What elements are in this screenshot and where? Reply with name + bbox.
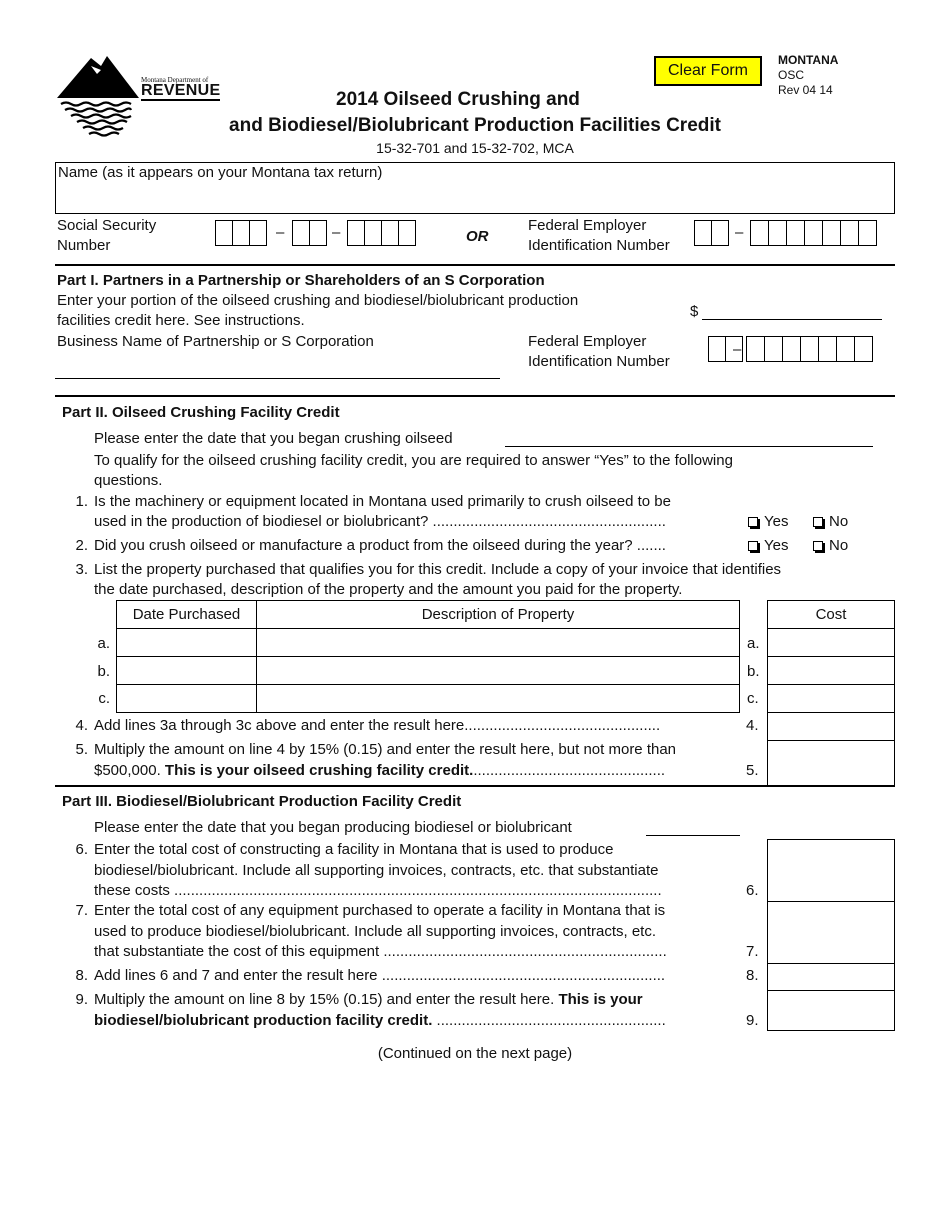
row-c-label: c. — [98, 690, 110, 707]
crushing-start-date-input[interactable] — [505, 430, 873, 447]
line9-text2: biodiesel/biolubricant production facility credit. ....................................................... — [94, 1012, 666, 1029]
row-a-label: a. — [97, 635, 110, 652]
line8-text: Add lines 6 and 7 and enter the result here .................................................................... — [94, 967, 666, 984]
q1-no-checkbox[interactable]: No — [813, 512, 848, 532]
line6-text2: biodiesel/biolubricant. Include all supporting invoices, contracts, etc. that substantiate — [94, 862, 659, 879]
q3-text-line2: the date purchased, description of the property and the amount you paid for the property. — [94, 581, 683, 598]
form-citation: 15-32-701 and 15-32-702, MCA — [376, 140, 574, 156]
q1-number: 1. — [75, 493, 88, 510]
line7-input[interactable] — [767, 901, 895, 964]
continued-note: (Continued on the next page) — [377, 1045, 573, 1062]
col-date-purchased: Date Purchased — [116, 600, 257, 629]
part1-fein-input-part2[interactable] — [746, 336, 873, 362]
ssn-input-part2[interactable] — [292, 220, 327, 246]
ssn-label: Social Security Number — [57, 217, 157, 254]
q1-yes-checkbox[interactable]: Yes — [748, 512, 788, 532]
line7-text1: Enter the total cost of any equipment purchased to operate a facility in Montana that is — [94, 902, 666, 919]
part1-dollar-sign: $ — [690, 303, 699, 320]
ssn-input-part1[interactable] — [215, 220, 267, 246]
row-a-label-right: a. — [747, 635, 760, 652]
form-title-line1: 2014 Oilseed Crushing and — [336, 89, 580, 110]
part1-heading: Part I. Partners in a Partnership or Shareholders of an S Corporation — [57, 272, 545, 289]
part1-text1: Enter your portion of the oilseed crushing and biodiesel/biolubricant production — [57, 292, 579, 309]
name-label: Name (as it appears on your Montana tax return) — [58, 164, 383, 181]
line4-end-label: 4. — [746, 717, 759, 734]
q1-text-line2: used in the production of biodiesel or biolubricant? ........................................................ — [94, 513, 666, 530]
line8-number: 8. — [75, 967, 88, 984]
ssn-dash-1: – — [276, 224, 285, 241]
line5-end-label: 5. — [746, 762, 759, 779]
fein-input-part1[interactable] — [694, 220, 729, 246]
row-b-date-input[interactable] — [116, 656, 257, 685]
agency-small: Montana Department of — [141, 76, 209, 84]
row-b-cost-input[interactable] — [767, 656, 895, 685]
line8-input[interactable] — [767, 963, 895, 991]
form-revision: Rev 04 14 — [778, 83, 833, 97]
line6-input[interactable] — [767, 839, 895, 902]
row-c-cost-input[interactable] — [767, 684, 895, 713]
line5-text1: Multiply the amount on line 4 by 15% (0.15) and enter the result here, but not more than — [94, 741, 677, 758]
business-name-label: Business Name of Partnership or S Corporation — [57, 333, 374, 350]
row-b-desc-input[interactable] — [256, 656, 740, 685]
col-description: Description of Property — [256, 600, 740, 629]
row-c-label-right: c. — [747, 690, 759, 707]
q3-number: 3. — [75, 561, 88, 578]
q2-no-checkbox[interactable]: No — [813, 536, 848, 556]
line5-number: 5. — [75, 741, 88, 758]
line6-text3: these costs ..................................................................................................................... — [94, 882, 662, 899]
form-title-line2: and Biodiesel/Biolubricant Production Facilities Credit — [229, 115, 721, 136]
line9-end-label: 9. — [746, 1012, 759, 1029]
part3-date-prompt: Please enter the date that you began producing biodiesel or biolubricant — [94, 819, 572, 836]
line7-text2: used to produce biodiesel/biolubricant. Include all supporting invoices, contracts, etc. — [94, 923, 656, 940]
checkbox-icon — [813, 517, 823, 527]
row-a-cost-input[interactable] — [767, 628, 895, 657]
state-label: MONTANA — [778, 53, 839, 67]
line9-text1: Multiply the amount on line 8 by 15% (0.15) and enter the result here. This is your — [94, 991, 643, 1008]
line6-text1: Enter the total cost of constructing a facility in Montana that is used to produce — [94, 841, 614, 858]
q1-text-line1: Is the machinery or equipment located in Montana used primarily to crush oilseed to be — [94, 493, 671, 510]
row-b-label: b. — [97, 663, 110, 680]
part2-qualify-text: To qualify for the oilseed crushing facility credit, you are required to answer “Yes” to the following questions. — [94, 452, 733, 489]
checkbox-icon — [748, 517, 758, 527]
line8-end-label: 8. — [746, 967, 759, 984]
row-a-desc-input[interactable] — [256, 628, 740, 657]
q2-yes-checkbox[interactable]: Yes — [748, 536, 788, 556]
part1-credit-input[interactable] — [702, 303, 882, 320]
agency-big: REVENUE — [141, 82, 221, 99]
part1-fein-dash: – — [733, 341, 742, 358]
checkbox-icon — [748, 541, 758, 551]
line4-input[interactable] — [767, 712, 895, 741]
q2-text: Did you crush oilseed or manufacture a product from the oilseed during the year? ....... — [94, 537, 666, 554]
checkbox-icon — [813, 541, 823, 551]
row-b-label-right: b. — [747, 663, 760, 680]
fein-label: Federal Employer Identification Number — [528, 217, 670, 254]
q3-text-line1: List the property purchased that qualifies you for this credit. Include a copy of your invoice that identifies — [94, 561, 782, 578]
production-start-date-input[interactable] — [646, 819, 740, 836]
row-c-date-input[interactable] — [116, 684, 257, 713]
business-name-input[interactable] — [55, 360, 500, 379]
line4-number: 4. — [75, 717, 88, 734]
form-code: OSC — [778, 68, 805, 82]
divider — [55, 395, 895, 397]
divider — [55, 785, 895, 787]
part1-text2: facilities credit here. See instructions. — [57, 312, 305, 329]
line5-text2: $500,000. This is your oilseed crushing facility credit............................................... — [94, 762, 666, 779]
ssn-dash-2: – — [332, 224, 341, 241]
line6-number: 6. — [75, 841, 88, 858]
or-label: OR — [466, 228, 489, 245]
line7-text3: that substantiate the cost of this equipment .................................................................... — [94, 943, 667, 960]
q2-number: 2. — [75, 537, 88, 554]
col-cost: Cost — [767, 600, 895, 629]
line7-number: 7. — [75, 902, 88, 919]
row-c-desc-input[interactable] — [256, 684, 740, 713]
line7-end-label: 7. — [746, 943, 759, 960]
fein-input-part2[interactable] — [750, 220, 877, 246]
line6-end-label: 6. — [746, 882, 759, 899]
line9-input[interactable] — [767, 990, 895, 1031]
line9-number: 9. — [75, 991, 88, 1008]
row-a-date-input[interactable] — [116, 628, 257, 657]
ssn-input-part3[interactable] — [347, 220, 416, 246]
clear-form-button[interactable]: Clear Form — [654, 56, 762, 86]
name-field[interactable] — [55, 162, 895, 214]
line4-text: Add lines 3a through 3c above and enter the result here............................................... — [94, 717, 661, 734]
line5-input[interactable] — [767, 740, 895, 786]
part2-heading: Part II. Oilseed Crushing Facility Credit — [62, 404, 340, 421]
part3-heading: Part III. Biodiesel/Biolubricant Production Facility Credit — [62, 793, 462, 810]
fein-dash: – — [735, 224, 744, 241]
divider — [55, 264, 895, 266]
part2-date-prompt: Please enter the date that you began crushing oilseed — [94, 430, 453, 447]
part1-fein-label: Federal Employer Identification Number — [528, 333, 670, 370]
